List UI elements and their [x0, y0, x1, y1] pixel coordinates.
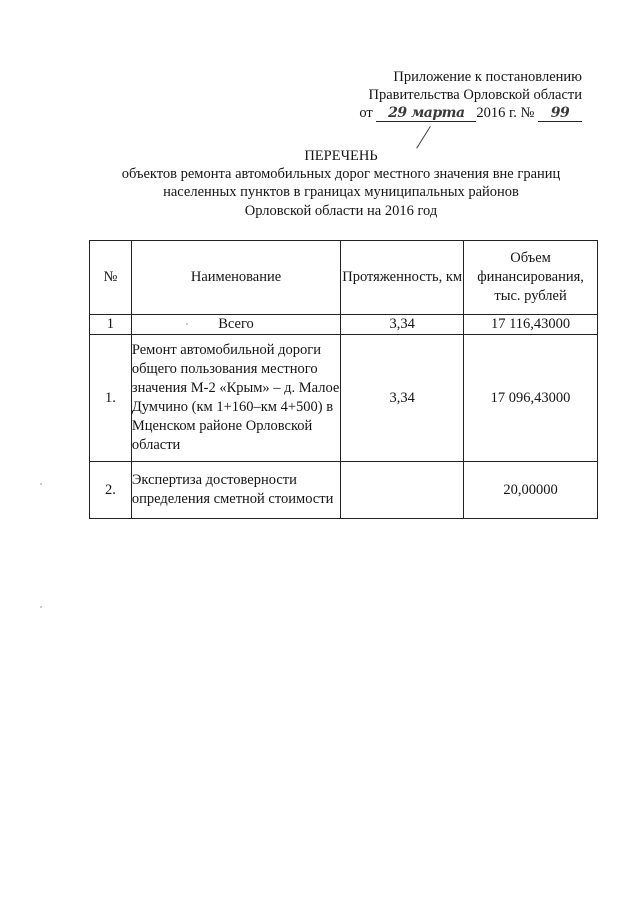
- handwritten-number: 99: [538, 106, 582, 122]
- document-heading: [96, 147, 586, 220]
- total-length: 3,34: [341, 315, 464, 335]
- total-funding: 17 116,43000: [464, 315, 598, 335]
- subtitle-line-3: Орловской области на 2016 год: [244, 202, 438, 219]
- table-row: [90, 462, 598, 519]
- date-suffix: 2016 г. №: [476, 105, 535, 121]
- scan-speck: [186, 323, 188, 325]
- subtitle-line-2: населенных пунктов в границах муниципальных районов: [163, 184, 519, 201]
- table-row: [90, 335, 598, 462]
- signature-stroke: [416, 126, 431, 149]
- row-length: 3,34: [341, 335, 464, 462]
- row-funding: 17 096,43000: [464, 335, 598, 462]
- row-number: 2.: [90, 462, 132, 519]
- row-number: 1.: [90, 335, 132, 462]
- header-funding: Объем финансирования, тыс. рублей: [464, 241, 598, 315]
- table-total-row: [90, 315, 598, 335]
- handwritten-date: 29 марта: [376, 106, 476, 122]
- row-length: [341, 462, 464, 519]
- total-number: 1: [90, 315, 132, 335]
- header-number: №: [90, 241, 132, 315]
- appendix-header: [330, 68, 582, 122]
- appendix-line-1: Приложение к постановлению: [393, 69, 582, 85]
- header-length: Протяженность, км: [341, 241, 464, 315]
- header-name: Наименование: [131, 241, 340, 315]
- table-header-row: [90, 241, 598, 315]
- date-prefix: от: [359, 105, 373, 121]
- appendix-date-line: [330, 104, 582, 122]
- row-name: Ремонт автомобильной дороги общего пользования местного значения М-2 «Крым» – д. Малое Думчино (км 1+160–км 4+500) в Мценском районе Орловской области: [131, 335, 340, 462]
- scan-speck: [40, 483, 42, 485]
- document-title: ПЕРЕЧЕНЬ: [304, 148, 378, 164]
- subtitle-line-1: объектов ремонта автомобильных дорог местного значения вне границ: [121, 166, 561, 183]
- objects-table: [89, 240, 598, 519]
- row-funding: 20,00000: [464, 462, 598, 519]
- scan-speck: [40, 606, 42, 608]
- row-name: Экспертиза достоверности определения сметной стоимости: [131, 462, 340, 519]
- appendix-line-2: Правительства Орловской области: [368, 87, 582, 103]
- total-label: Всего: [131, 315, 340, 335]
